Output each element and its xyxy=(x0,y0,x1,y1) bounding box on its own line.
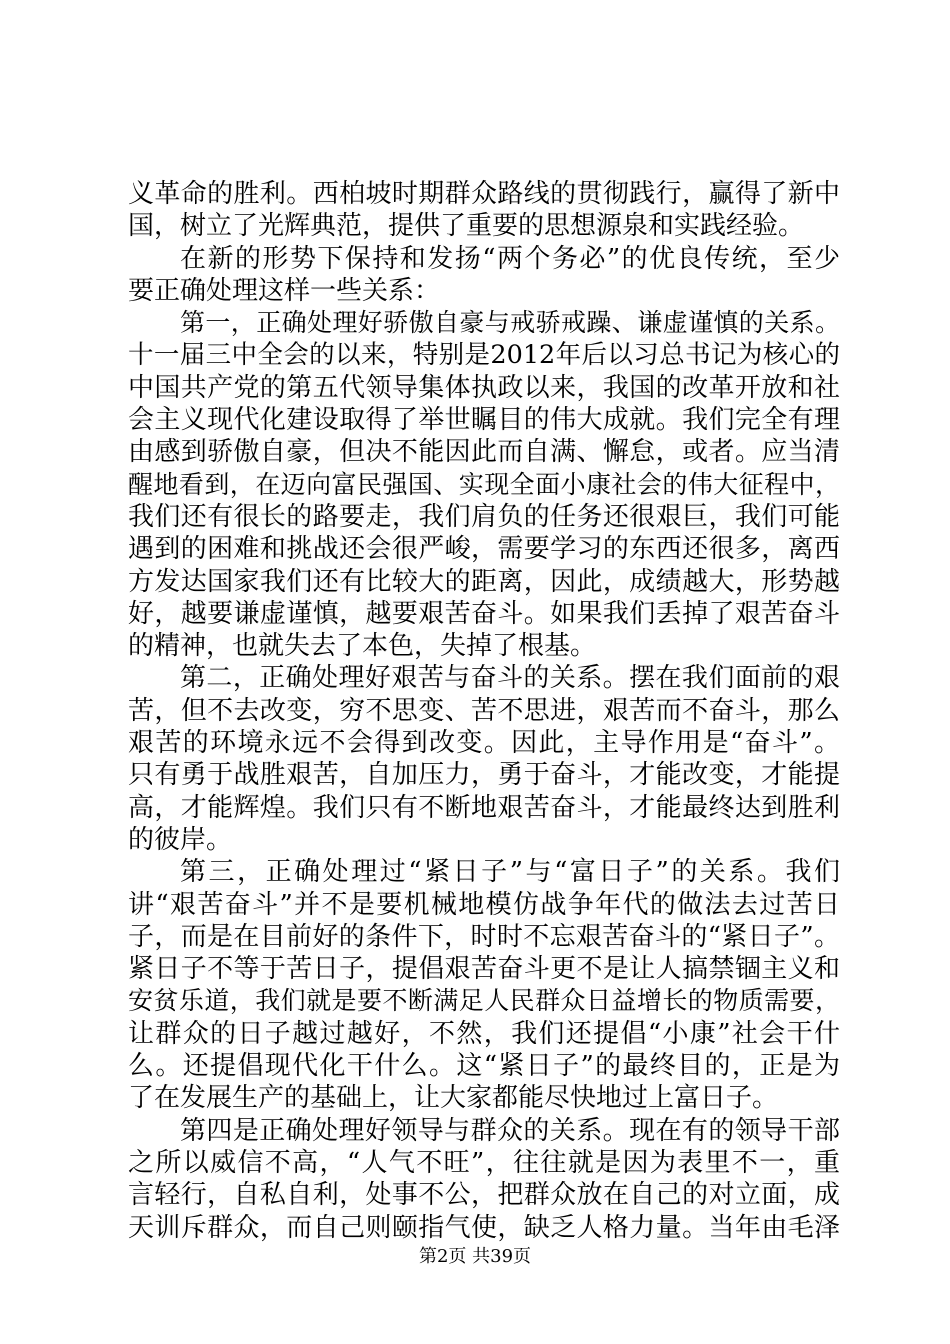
body-text xyxy=(128,178,840,1244)
text-line: 艰苦的环境永远不会得到改变。因此，主导作用是“奋斗”。 xyxy=(128,728,840,759)
text-line: 由感到骄傲自豪，但决不能因此而自满、懈怠，或者。应当清 xyxy=(128,437,840,468)
text-line: 要正确处理这样一些关系： xyxy=(128,275,441,306)
text-line: 第二，正确处理好艰苦与奋斗的关系。摆在我们面前的艰 xyxy=(180,663,840,694)
text-line: 第三，正确处理过“紧日子”与“富日子”的关系。我们 xyxy=(180,857,840,888)
text-line: 会主义现代化建设取得了举世瞩目的伟大成就。我们完全有理 xyxy=(128,405,840,436)
text-line: 好，越要谦虚谨慎，越要艰苦奋斗。如果我们丢掉了艰苦奋斗 xyxy=(128,598,840,629)
text-line: 醒地看到，在迈向富民强国、实现全面小康社会的伟大征程中， xyxy=(128,469,840,499)
text-line: 安贫乐道，我们就是要不断满足人民群众日益增长的物质需要， xyxy=(128,986,840,1016)
text-line: 么。还提倡现代化干什么。这“紧日子”的最终目的，正是为 xyxy=(128,1051,840,1082)
text-line: 子，而是在目前好的条件下，时时不忘艰苦奋斗的“紧日子”。 xyxy=(128,921,840,952)
text-line: 第一，正确处理好骄傲自豪与戒骄戒躁、谦虚谨慎的关系。 xyxy=(180,308,840,338)
text-line: 在新的形势下保持和发扬“两个务必”的优良传统，至少 xyxy=(180,243,840,274)
text-line: 紧日子不等于苦日子，提倡艰苦奋斗更不是让人搞禁锢主义和 xyxy=(128,954,840,985)
text-line: 的彼岸。 xyxy=(128,824,233,855)
text-line: 让群众的日子越过越好，不然，我们还提倡“小康”社会干什 xyxy=(128,1018,840,1049)
text-line: 国，树立了光辉典范，提供了重要的思想源泉和实践经验。 xyxy=(128,211,805,242)
text-line: 十一届三中全会的以来，特别是2012年后以习总书记为核心的 xyxy=(128,340,840,371)
text-line: 第四是正确处理好领导与群众的关系。现在有的领导干部 xyxy=(180,1115,840,1146)
text-line: 只有勇于战胜艰苦，自加压力，勇于奋斗，才能改变，才能提 xyxy=(128,760,840,791)
text-line: 讲“艰苦奋斗”并不是要机械地模仿战争年代的做法去过苦日 xyxy=(128,889,840,920)
text-line: 言轻行，自私自利，处事不公，把群众放在自己的对立面，成 xyxy=(128,1180,840,1211)
text-line: 天训斥群众，而自己则颐指气使，缺乏人格力量。当年由毛泽 xyxy=(128,1212,840,1243)
text-line: 高，才能辉煌。我们只有不断地艰苦奋斗，才能最终达到胜利 xyxy=(128,792,840,823)
text-line: 方发达国家我们还有比较大的距离，因此，成绩越大，形势越 xyxy=(128,566,840,597)
text-line: 的精神，也就失去了本色，失掉了根基。 xyxy=(128,631,597,662)
text-line: 我们还有很长的路要走，我们肩负的任务还很艰巨，我们可能 xyxy=(128,501,840,532)
page-number-footer: 第2页 共39页 xyxy=(418,1246,532,1267)
text-line: 中国共产党的第五代领导集体执政以来，我国的改革开放和社 xyxy=(128,372,840,403)
text-line: 之所以威信不高，“人气不旺”，往往就是因为表里不一，重 xyxy=(128,1147,840,1178)
text-line: 了在发展生产的基础上，让大家都能尽快地过上富日子。 xyxy=(128,1083,779,1114)
text-line: 苦，但不去改变，穷不思变、苦不思进，艰苦而不奋斗，那么 xyxy=(128,695,840,726)
text-line: 遇到的困难和挑战还会很严峻，需要学习的东西还很多，离西 xyxy=(128,534,840,565)
text-line: 义革命的胜利。西柏坡时期群众路线的贯彻践行，赢得了新中 xyxy=(128,179,840,209)
